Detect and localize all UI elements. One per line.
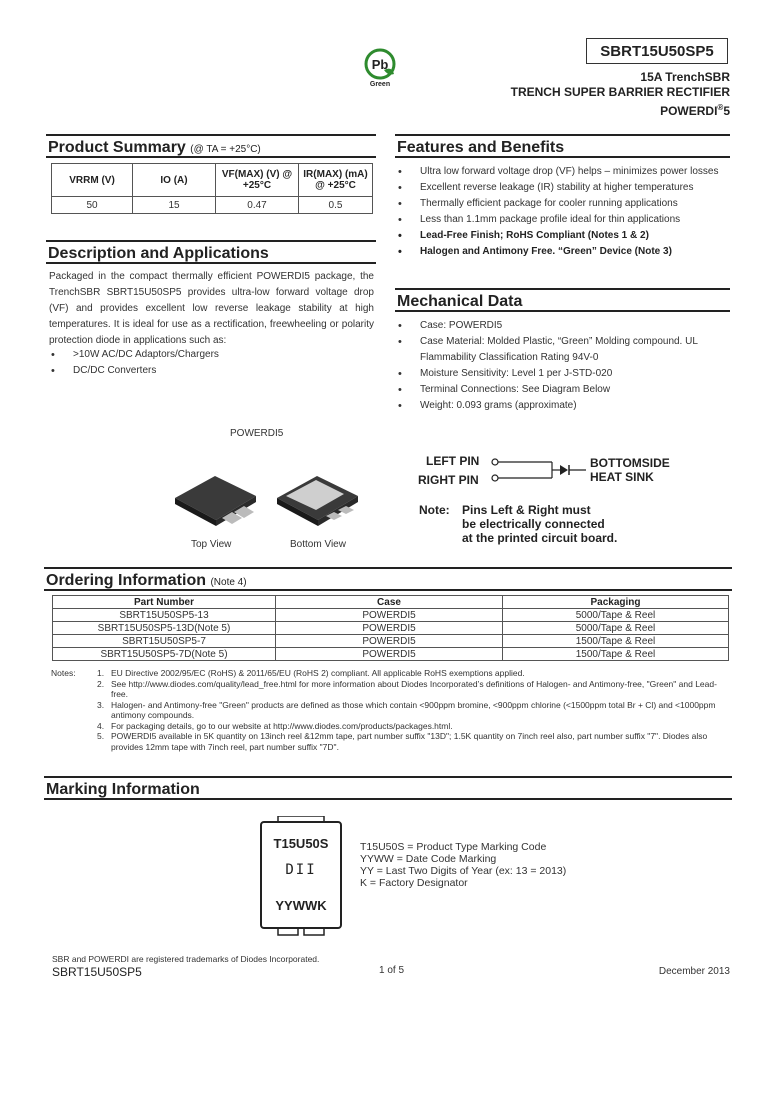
product-summary-table [51,163,373,214]
table-row: SBRT15U50SP5-7 POWERDI5 1500/Tape & Reel [53,635,729,648]
list-item: • Case Material: Molded Plastic, “Green” Molding compound. UL Flammability Classification Rating 94V-0 [396,334,726,366]
note-item: 3. Halogen- and Antimony-free "Green" products are defined as those which contain <900ppm bromine, <900ppm chlorine (<1500ppm total Br + Cl) and <1000ppm antimony compounds. [97,699,716,720]
list-item: • Terminal Connections: See Diagram Below [396,382,726,398]
footer-part-number: SBRT15U50SP5 [52,965,142,979]
top-view-label: Top View [191,539,232,550]
note-item: 2. See http://www.diodes.com/quality/lead_free.html for more information about Diodes Incorporated’s definitions of Halogen- and Antimony-free, "Green" and Lead-free. [97,678,717,699]
col-io: IO (A) [133,164,216,197]
list-item: • Moisture Sensitivity: Level 1 per J-STD-020 [396,366,726,382]
table-row: SBRT15U50SP5-13 POWERDI5 5000/Tape & Reel [53,609,729,622]
marking-heading: Marking Information [44,776,732,800]
ordering-heading: Ordering Information (Note 4) [44,567,732,591]
list-item: • Weight: 0.093 grams (approximate) [396,398,726,414]
list-item: • Thermally efficient package for cooler running applications [396,196,726,212]
trademark-notice: SBR and POWERDI are registered trademarks of Diodes Incorporated. [52,954,320,964]
pin-note-text: Pins Left & Right must be electrically connected at the printed circuit board. [462,503,618,545]
note-item: 1. EU Directive 2002/95/EC (RoHS) & 2011/65/EU (RoHS 2) compliant. All applicable RoHS exemptions applied. [97,668,525,678]
marking-bottom-code: YYWWK [275,898,327,913]
marking-legend: T15U50S = Product Type Marking Code YYWW = Date Code Marking YY = Last Two Digits of Year (ex: 13 = 2013) K = Factory Designator [360,841,567,889]
description-paragraph: Packaged in the compact thermally efficient POWERDI5 package, the TrenchSBR SBRT15U50SP5 provides ultra-low forward voltage drop (VF) and provides excellent low reverse leakage stability at high temperatures. It is ideal for use as a rectification, freewheeling or polarity protection diode in applications such as: [49,271,374,346]
notes-list [97,668,725,752]
mechanical-heading: Mechanical Data [395,288,730,312]
val-io: 15 [133,197,216,214]
bottomside-label: BOTTOMSIDE [590,456,670,470]
diode-schematic-icon [490,455,590,490]
table-row: SBRT15U50SP5-7D(Note 5) POWERDI5 1500/Tape & Reel [53,648,729,661]
features-heading: Features and Benefits [395,134,730,158]
green-pb-free-logo-icon [362,48,398,88]
col-part-number: Part Number [53,596,276,609]
title-line-3: POWERDI®5 [660,103,730,118]
list-item: • Excellent reverse leakage (IR) stability at higher temperatures [396,180,726,196]
description-heading: Description and Applications [46,240,376,264]
col-ir: IR(MAX) (mA) @ +25°C [299,164,373,197]
green-logo-label: Green [369,81,391,88]
left-pin-label: LEFT PIN [426,454,480,468]
note-item: 4. For packaging details, go to our website at http://www.diodes.com/products/packages.html. [97,720,453,731]
list-item: • Case: POWERDI5 [396,318,726,334]
footer-date: December 2013 [658,966,730,977]
val-vf: 0.47 [216,197,299,214]
ordering-table [52,595,729,661]
document-title [511,70,730,119]
val-vrrm: 50 [52,197,133,214]
pb-logo-text: Pb [371,57,389,72]
marking-top-code: T15U50S [273,836,329,851]
right-pin-label: RIGHT PIN [418,473,479,487]
col-vf: VF(MAX) (V) @ +25°C [216,164,299,197]
diodes-logo-icon: DII [285,862,317,878]
notes-label: Notes: [51,668,76,678]
heat-sink-label: HEAT SINK [590,470,654,484]
list-item: • Lead-Free Finish; RoHS Compliant (Notes 1 & 2) [396,228,726,244]
col-vrrm: VRRM (V) [52,164,133,197]
features-list [396,164,726,260]
list-item: • Ultra low forward voltage drop (VF) helps – minimizes power losses [396,164,726,180]
bottom-view-label: Bottom View [290,539,346,550]
bottom-view-package-icon [272,472,362,537]
col-case: Case [276,596,503,609]
list-item: • Less than 1.1mm package profile ideal for thin applications [396,212,726,228]
title-line-2: TRENCH SUPER BARRIER RECTIFIER [510,85,730,99]
list-item: • DC/DC Converters [49,363,374,379]
list-item: • >10W AC/DC Adaptors/Chargers [49,347,374,363]
mechanical-list [396,318,726,414]
table-row: SBRT15U50SP5-13D(Note 5) POWERDI5 5000/Tape & Reel [53,622,729,635]
package-label: POWERDI5 [230,428,284,439]
pin-note-label: Note: [419,503,450,517]
top-view-package-icon [170,472,260,537]
applications-list [49,347,374,379]
page-number: 1 of 5 [379,965,405,976]
val-ir: 0.5 [299,197,373,214]
product-summary-heading: Product Summary (@ TA = +25°C) [46,134,376,158]
part-number-box: SBRT15U50SP5 [586,38,728,64]
title-line-1: 15A TrenchSBR [640,70,730,84]
marking-package-icon [256,816,346,941]
note-item: 5. POWERDI5 available in 5K quantity on 13inch reel &12mm tape, part number suffix "13D"; 1.5K quantity on 7inch reel also, part number suffix "7". Diodes also provides 12mm tape with 7inch reel, part number suffix "7D". [97,731,708,752]
col-packaging: Packaging [503,596,729,609]
list-item: • Halogen and Antimony Free. “Green” Device (Note 3) [396,244,726,260]
